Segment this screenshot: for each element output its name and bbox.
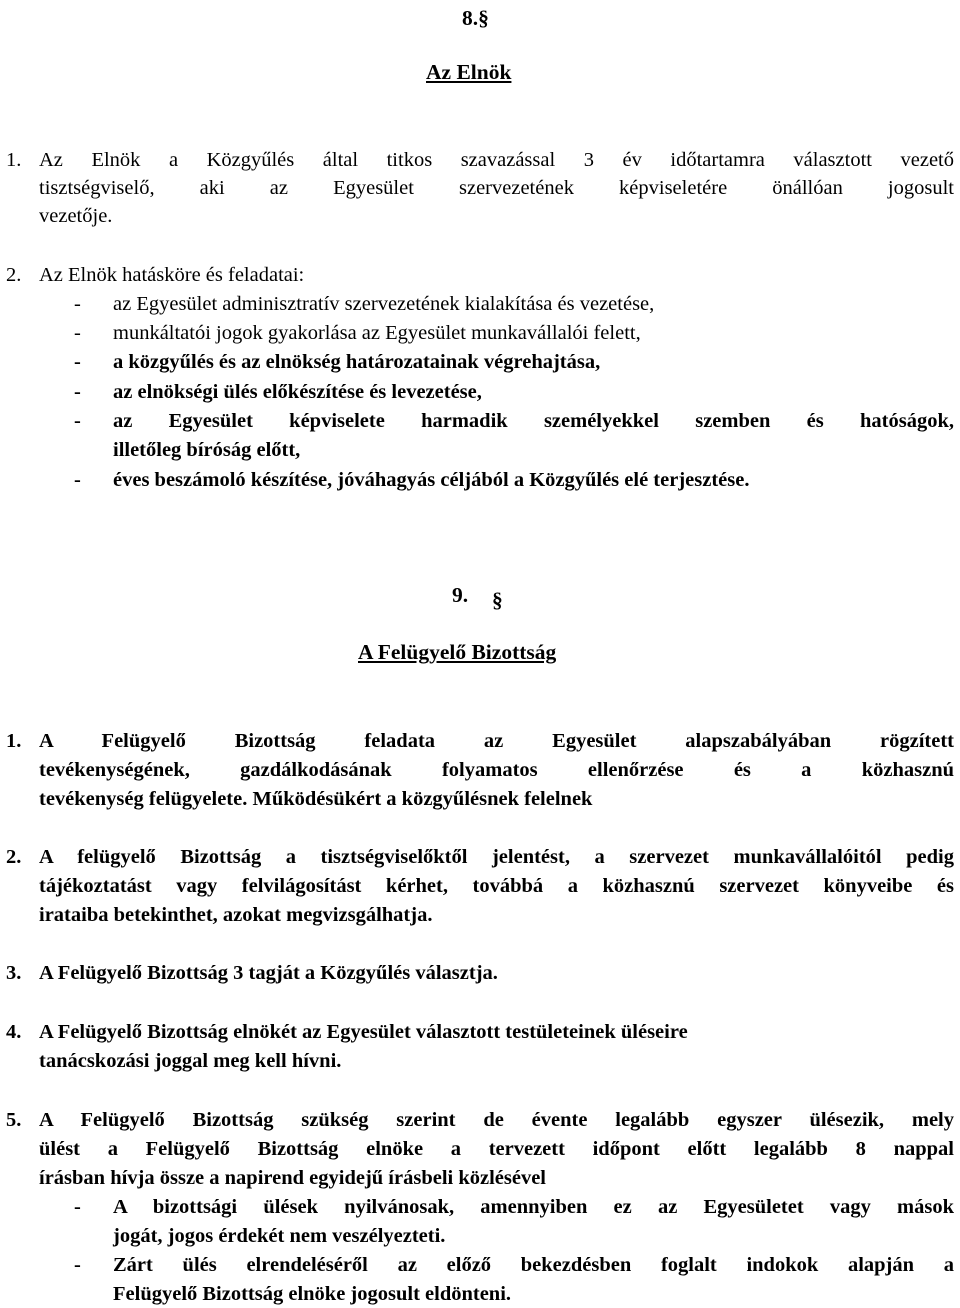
section-9-number: 9. — [452, 583, 469, 607]
s9-item5-number: 5. — [6, 1109, 22, 1131]
s8-bullet2-dash: - — [74, 322, 81, 344]
s9-item2-line1: A felügyelő Bizottság a tisztségviselőktől jelentést, a szervezet munkavállalóitól pedig — [39, 846, 954, 868]
s8-bullet5-cont: illetőleg bíróság előtt, — [113, 439, 301, 461]
s9-item2-line3: irataiba betekinthet, azokat megvizsgálhatja. — [39, 904, 433, 926]
s8-item1-line3: vezetője. — [39, 205, 113, 227]
s9-item1-line1: A Felügyelő Bizottság feladata az Egyesület alapszabályában rögzített — [39, 730, 954, 752]
s9-item5-bullet2-line1: Zárt ülés elrendeléséről az előző bekezdésben foglalt indokok alapján a — [113, 1254, 954, 1276]
s8-bullet1: az Egyesület adminisztratív szervezetének kialakítása és vezetése, — [113, 293, 655, 315]
s8-bullet4-dash: - — [74, 381, 81, 403]
s9-item4-number: 4. — [6, 1021, 22, 1043]
s9-item5-bullet2-line2: Felügyelő Bizottság elnöke jogosult eldönteni. — [113, 1283, 512, 1305]
s8-item2-number: 2. — [6, 264, 22, 286]
s9-item5-bullet2-dash: - — [74, 1254, 81, 1276]
s9-item2-number: 2. — [6, 846, 22, 868]
s9-item2-line2: tájékoztatást vagy felvilágosítást kérhet, továbbá a közhasznú szervezet könyveibe és — [39, 875, 954, 897]
s8-item1-line1: Az Elnök a Közgyűlés által titkos szavazással 3 év időtartamra választott vezető — [39, 149, 954, 171]
s9-item5-line1: A Felügyelő Bizottság szükség szerint de évente legalább egyszer ülésezik, mely — [39, 1109, 954, 1131]
s8-bullet4: az elnökségi ülés előkészítése és levezetése, — [113, 381, 482, 403]
s8-bullet2: munkáltatói jogok gyakorlása az Egyesület munkavállalói felett, — [113, 322, 641, 344]
s9-item1-line3: tevékenység felügyelete. Működésükért a közgyűlésnek felelnek — [39, 788, 593, 810]
s9-item3-number: 3. — [6, 962, 22, 984]
s9-item4-line1: A Felügyelő Bizottság elnökét az Egyesület választott testületeinek üléseire — [39, 1021, 688, 1043]
section-9-title: A Felügyelő Bizottság — [358, 640, 557, 664]
section-8-number: 8.§ — [462, 6, 489, 30]
section-9-symbol: § — [492, 588, 503, 612]
s9-item5-line2: ülést a Felügyelő Bizottság elnöke a tervezett időpont előtt legalább 8 nappal — [39, 1138, 954, 1160]
s9-item4-line2: tanácskozási joggal meg kell hívni. — [39, 1050, 342, 1072]
s8-bullet5-dash: - — [74, 410, 81, 432]
s9-item1-line2: tevékenységének, gazdálkodásának folyamatos ellenőrzése és a közhasznú — [39, 759, 954, 781]
s8-bullet5: az Egyesület képviselete harmadik személyekkel szemben és hatóságok, — [113, 410, 954, 432]
s8-item1-line2: tisztségviselő, aki az Egyesület szervezetének képviseletére önállóan jogosult — [39, 177, 954, 199]
s9-item5-line3: írásban hívja össze a napirend egyidejű írásbeli közlésével — [39, 1167, 547, 1189]
s8-bullet3-dash: - — [74, 351, 81, 373]
s8-bullet6-dash: - — [74, 469, 81, 491]
s8-bullet1-dash: - — [74, 293, 81, 315]
s9-item1-number: 1. — [6, 730, 22, 752]
s8-bullet6: éves beszámoló készítése, jóváhagyás céljából a Közgyűlés elé terjesztése. — [113, 469, 750, 491]
section-8-title: Az Elnök — [426, 60, 512, 84]
s9-item5-bullet1-line2: jogát, jogos érdekét nem veszélyezteti. — [113, 1225, 446, 1247]
s9-item3-line1: A Felügyelő Bizottság 3 tagját a Közgyűlés választja. — [39, 962, 498, 984]
s8-bullet3: a közgyűlés és az elnökség határozatainak végrehajtása, — [113, 351, 601, 373]
s8-item1-number: 1. — [6, 149, 22, 171]
s9-item5-bullet1-dash: - — [74, 1196, 81, 1218]
s9-item5-bullet1-line1: A bizottsági ülések nyilvánosak, amennyiben ez az Egyesületet vagy mások — [113, 1196, 954, 1218]
s8-item2-intro: Az Elnök hatásköre és feladatai: — [39, 264, 305, 286]
